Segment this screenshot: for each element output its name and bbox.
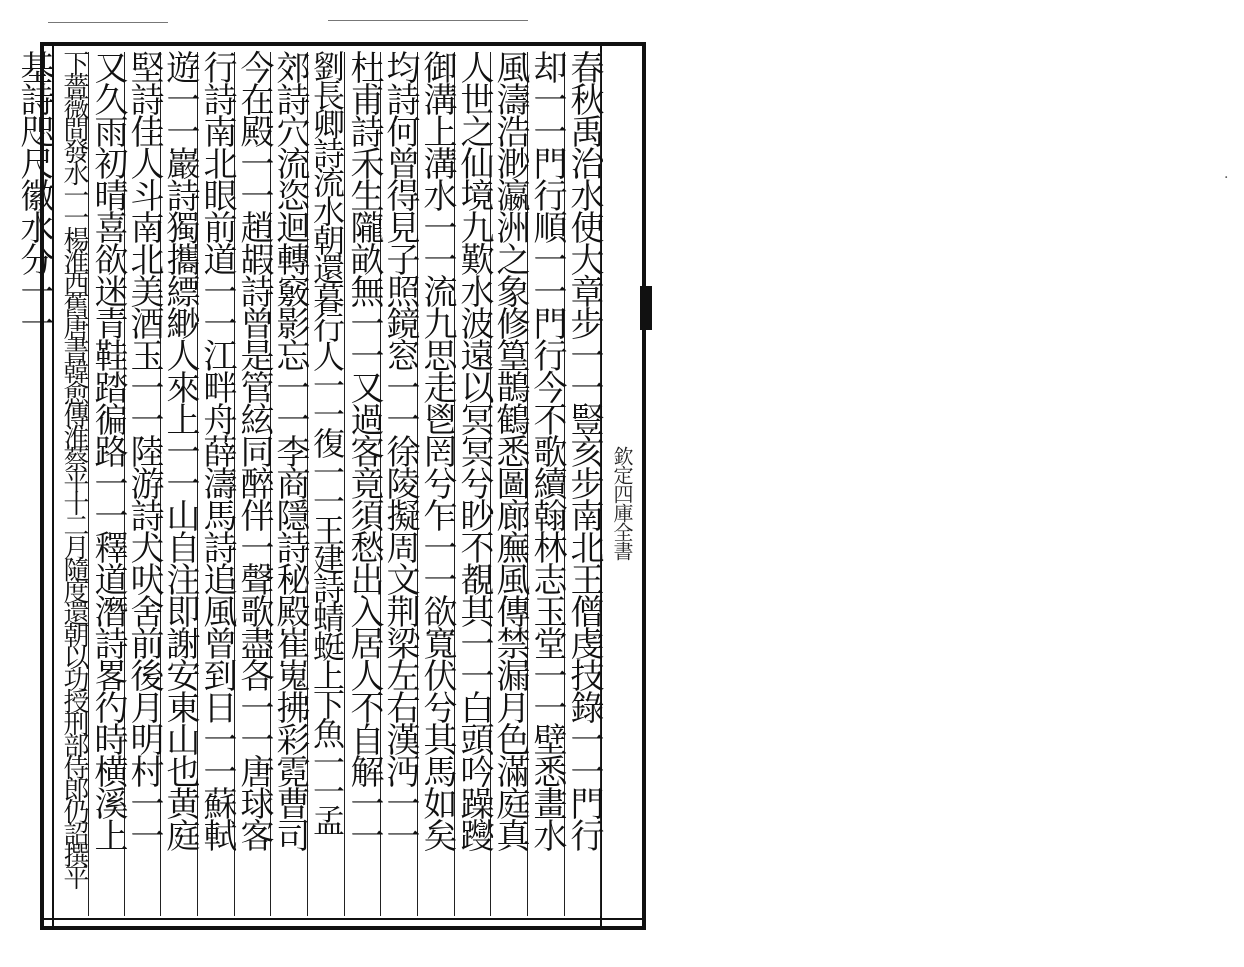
text-column-4: 人世之仙境九歎水波遠以冥冥兮眇不覩其一一白頭吟躁躞	[454, 50, 494, 850]
text-column-10: 今在殿一一趙嘏詩曾是管絃同醉伴一聲歌盡各一一唐球客	[234, 50, 274, 850]
inner-rule-bottom	[44, 918, 642, 920]
text-column-5: 御溝上溝水一一流九思走鬯罔兮乍一一欲寬伏兮其馬如矣	[417, 50, 457, 850]
text-column-1: 春秋禹治水使大章步一一豎亥步南北王僧虔技錄一一門行	[564, 50, 604, 850]
text-column-13: 堅詩佳人斗南北美酒玉一一陸游詩犬吠舍前後月明村一一	[124, 50, 164, 850]
text-column-2: 却一一門行順一一門行今不歌續翰林志玉堂一一壁悉畫水	[527, 50, 567, 850]
margin-label: 欽定四庫全書	[610, 446, 634, 560]
text-column-15: 下薔薇間發水一一楊淮西舊唐書韓愈傳淮蔡平十二月隨度還朝以功授刑部侍郎仍詔撰平	[59, 50, 89, 886]
text-column-8: 劉長卿詩流水朝還暮行人一一復一一王建詩蜻蜓上下魚一一孟	[308, 50, 346, 833]
text-column-11: 行詩南北眼前道一一江畔舟薛濤馬詩追風曾到日一一蘇軾	[197, 50, 237, 850]
text-column-16: 基詩咫尺徽水分一一	[14, 50, 54, 338]
text-column-9: 郊詩穴流恣迴轉竅影忘一一李商隱詩秘殿崔嵬拂彩霓曹司	[270, 50, 310, 850]
top-edge-wear	[28, 16, 668, 28]
text-column-7: 杜甫詩禾生隴畝無一一又過客竟須愁出入居人不自解一一	[344, 50, 384, 850]
margin-speck: ·	[1224, 170, 1229, 186]
text-column-6: 均詩何曾得見子照鏡窓一一徐陵擬周文荆梁左右漢沔一一	[380, 50, 420, 850]
margin-strip	[606, 50, 1229, 916]
text-column-12: 遊一一巖詩獨攜縹緲人來上一一山自注即謝安東山也黄庭	[160, 50, 200, 850]
fish-tail-marker	[640, 286, 652, 330]
text-column-3: 風濤浩渺瀛洲之象修篁鵲鶴悉圖廊廡風傳禁漏月色滿庭真	[490, 50, 530, 850]
text-column-14: 又久雨初晴喜欲迷青鞋踏徧路一一釋道潛詩畧彴時横溪上	[88, 50, 128, 850]
